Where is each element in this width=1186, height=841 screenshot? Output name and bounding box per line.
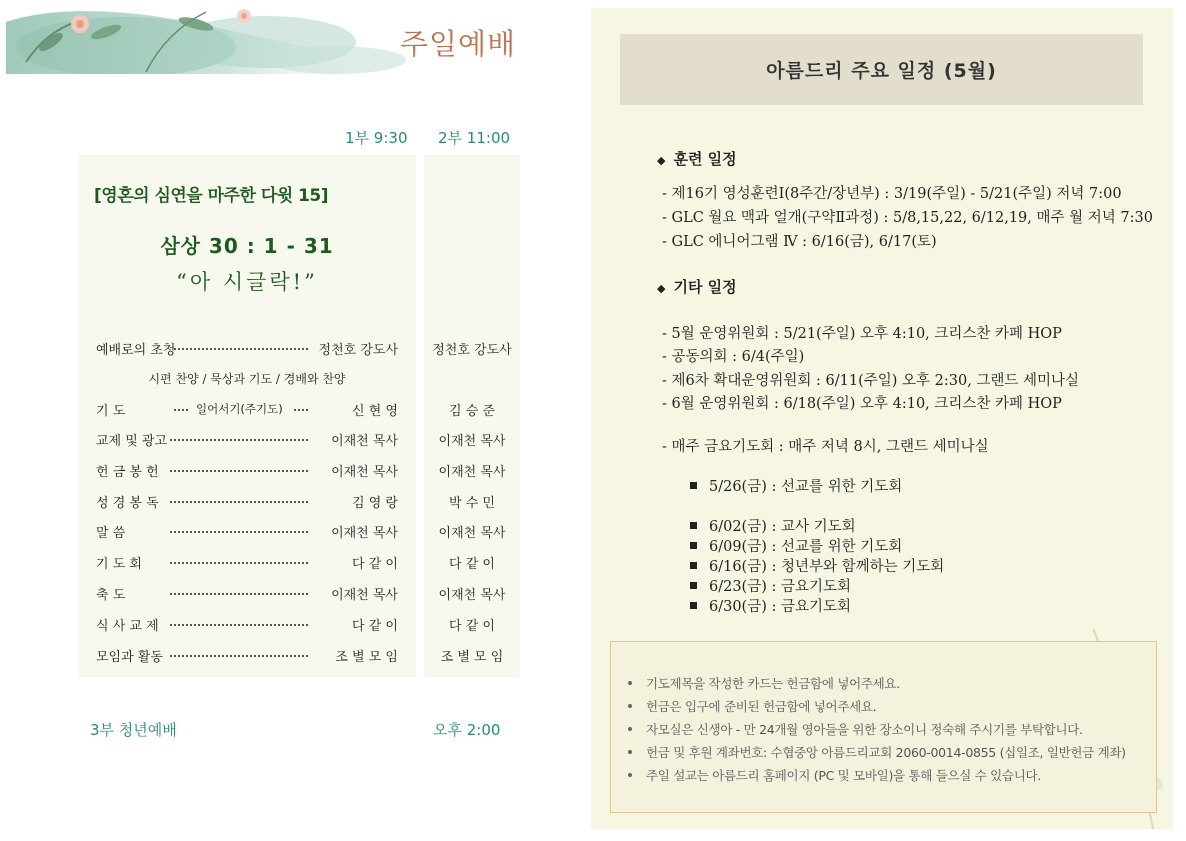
other-heading: ◆ 기타 일정 <box>657 278 737 296</box>
leader-dots <box>174 409 188 411</box>
second-service-leader: 다 같 이 <box>449 619 495 634</box>
diamond-bullet-icon: ◆ <box>657 154 666 167</box>
order-label: 축 도 <box>96 588 126 603</box>
bullet-dot-icon <box>628 704 632 708</box>
worship-order-page <box>0 0 590 841</box>
friday-prayer-date: 6/16(금) : 청년부와 함께하는 기도회 <box>690 555 944 576</box>
praise-subline: 시편 찬양 / 묵상과 기도 / 경배와 찬양 <box>148 372 346 386</box>
order-row-prayer <box>96 400 398 420</box>
second-service-leader: 조 별 모 임 <box>440 650 504 665</box>
order-label: 말 씀 <box>96 526 126 541</box>
first-service-leader: 정천호 강도사 <box>318 343 398 358</box>
youth-service-time: 오후 2:00 <box>433 721 501 739</box>
square-bullet-icon <box>690 602 697 609</box>
other-item: - 5월 운영위원회 : 5/21(주일) 오후 4:10, 크리스찬 카페 HOP <box>662 326 1062 342</box>
bullet-dot-icon <box>628 750 632 754</box>
notice-item: 자모실은 신생아 - 만 24개월 영아들을 위한 장소이니 정숙해 주시기를 부탁합니다. <box>628 720 1126 743</box>
notice-item: 헌금 및 후원 계좌번호: 수협중앙 아름드리교회 2060-0014-0855 (십일조, 일반헌금 계좌) <box>628 743 1126 766</box>
square-bullet-icon <box>690 522 697 529</box>
first-service-leader: 이재천 목사 <box>331 434 398 449</box>
order-label: 기 도 <box>96 404 126 419</box>
youth-service-label: 3부 청년예배 <box>90 721 177 739</box>
floral-banner <box>6 2 526 74</box>
notice-item: 주일 설교는 아름드리 홈페이지 (PC 및 모바일)을 통해 들으실 수 있습니다. <box>628 766 1126 789</box>
second-service-leader: 이재천 목사 <box>438 434 506 449</box>
leader-dots <box>294 409 308 411</box>
second-service-leader: 이재천 목사 <box>438 526 506 541</box>
other-item: - 공동의회 : 6/4(주일) <box>662 349 805 365</box>
other-item: - 6월 운영위원회 : 6/18(주일) 오후 4:10, 크리스찬 카페 HOP <box>662 396 1062 412</box>
second-service-leader: 다 같 이 <box>449 557 495 572</box>
notice-item: 헌금은 입구에 준비된 헌금함에 넣어주세요. <box>628 697 1126 720</box>
leader-dots <box>170 655 308 657</box>
order-label: 교제 및 광고 <box>96 434 168 449</box>
leader-dots <box>170 439 308 441</box>
notice-list <box>628 674 1126 789</box>
leader-dots <box>170 562 308 564</box>
second-service-leader: 이재천 목사 <box>438 588 506 603</box>
first-service-leader: 신 현 영 <box>352 404 398 419</box>
second-service-time: 2부 11:00 <box>438 129 511 147</box>
order-row <box>96 646 398 666</box>
leader-dots <box>174 348 308 350</box>
square-bullet-icon <box>690 562 697 569</box>
order-row <box>96 522 398 542</box>
first-service-leader: 이재천 목사 <box>331 526 398 541</box>
order-label: 성 경 봉 독 <box>96 496 159 511</box>
order-row <box>96 430 398 450</box>
square-bullet-icon <box>690 482 697 489</box>
training-item: - GLC 에니어그램 Ⅳ : 6/16(금), 6/17(토) <box>662 234 937 250</box>
diamond-bullet-icon: ◆ <box>657 282 666 295</box>
friday-prayer-date: 6/23(금) : 금요기도회 <box>690 575 851 596</box>
schedule-header <box>620 34 1143 105</box>
order-row <box>96 461 398 481</box>
scripture-reference: 삼상 30 : 1 - 31 <box>160 234 334 258</box>
service-title: 주일예배 <box>400 27 517 61</box>
order-row <box>96 553 398 573</box>
square-bullet-icon <box>690 542 697 549</box>
schedule-title: 아름드리 주요 일정 (5월) <box>766 60 997 82</box>
leader-dots <box>170 593 308 595</box>
first-service-leader: 이재천 목사 <box>331 588 398 603</box>
leader-dots <box>170 501 308 503</box>
other-item: - 제6차 확대운영위원회 : 6/11(주일) 오후 2:30, 그랜드 세미나실 <box>662 373 1080 389</box>
order-label: 식 사 교 제 <box>96 619 159 634</box>
friday-prayer-date: 5/26(금) : 선교를 위한 기도회 <box>690 475 902 496</box>
second-service-leader: 이재천 목사 <box>438 465 506 480</box>
prayer-note: 일어서기(주기도) <box>196 402 283 416</box>
sermon-title: “아 시글락!” <box>176 270 318 294</box>
bullet-dot-icon <box>628 681 632 685</box>
order-label: 모임과 활동 <box>96 650 163 665</box>
order-label: 헌 금 봉 헌 <box>96 465 159 480</box>
leader-dots <box>170 531 308 533</box>
sermon-series-title: [영혼의 심연을 마주한 다윗 15] <box>94 186 329 206</box>
bullet-dot-icon <box>628 727 632 731</box>
training-item: - GLC 월요 맥과 얼개(구약Ⅱ과정) : 5/8,15,22, 6/12,19, 매주 월 저녁 7:30 <box>662 210 1153 226</box>
square-bullet-icon <box>690 582 697 589</box>
notice-box <box>610 641 1157 813</box>
friday-prayer-date: 6/09(금) : 선교를 위한 기도회 <box>690 535 902 556</box>
first-service-leader: 김 영 랑 <box>352 496 398 511</box>
notice-item: 기도제목을 작성한 카드는 헌금함에 넣어주세요. <box>628 674 1126 697</box>
first-service-leader: 다 같 이 <box>352 619 398 634</box>
friday-prayer-date: 6/02(금) : 교사 기도회 <box>690 515 856 536</box>
leader-dots <box>170 624 308 626</box>
bullet-dot-icon <box>628 773 632 777</box>
order-row <box>96 492 398 512</box>
leader-dots <box>170 470 308 472</box>
second-service-leader: 정천호 강도사 <box>432 343 512 358</box>
friday-prayer-date: 6/30(금) : 금요기도회 <box>690 595 851 616</box>
order-row <box>96 584 398 604</box>
order-label: 기 도 회 <box>96 557 142 572</box>
order-label: 예배로의 초청 <box>96 343 176 358</box>
order-row-call-to-worship <box>96 339 398 359</box>
schedule-page <box>591 8 1173 829</box>
friday-prayer-item: - 매주 금요기도회 : 매주 저녁 8시, 그랜드 세미나실 <box>662 439 989 455</box>
second-service-leader: 김 승 준 <box>449 404 495 419</box>
order-row <box>96 615 398 635</box>
training-item: - 제16기 영성훈련Ⅰ(8주간/장년부) : 3/19(주일) - 5/21(주일) 저녁 7:00 <box>662 186 1122 202</box>
training-heading: ◆ 훈련 일정 <box>657 150 737 168</box>
first-service-leader: 조 별 모 임 <box>335 650 398 665</box>
first-service-leader: 다 같 이 <box>352 557 398 572</box>
first-service-leader: 이재천 목사 <box>331 465 398 480</box>
second-service-leader: 박 수 민 <box>449 496 495 511</box>
first-service-time: 1부 9:30 <box>345 129 408 147</box>
